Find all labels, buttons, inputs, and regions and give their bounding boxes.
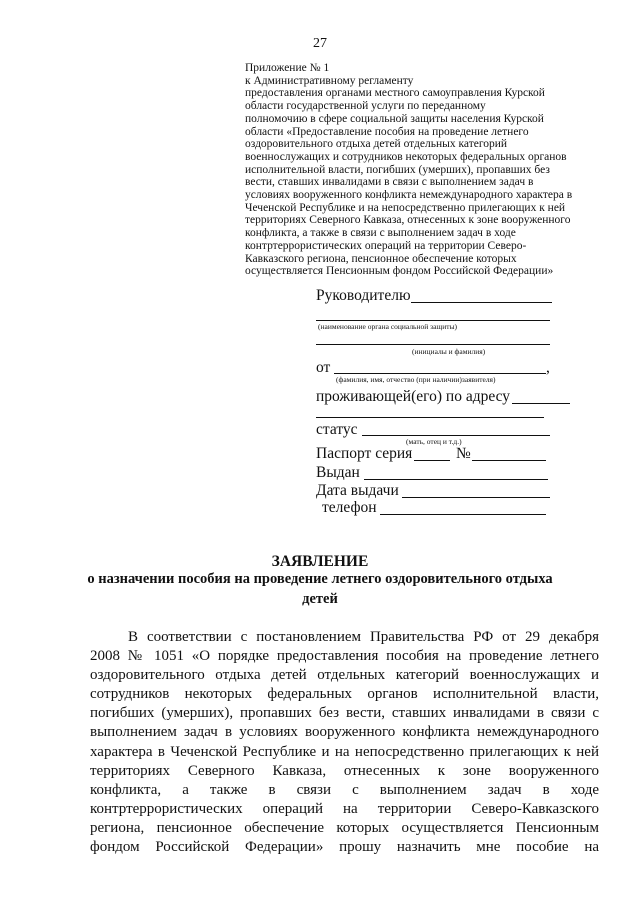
status-hint: (мать, отец и т.д.) xyxy=(406,437,462,446)
status-label: статус xyxy=(316,421,358,438)
body-line: погибших (умерших), пропавших без вести, ставших инвалидами в связи с xyxy=(90,705,599,722)
issued-field[interactable] xyxy=(364,479,548,480)
appendix-line: области государственной услуги по переданному xyxy=(245,100,486,113)
appendix-line: осуществляется Пенсионным фондом Российской Федерации» xyxy=(245,265,554,278)
head-name-field[interactable] xyxy=(411,302,552,303)
appendix-line: Чеченской Республике и на непосредственно прилегающих к ней xyxy=(245,201,566,214)
appendix-line: военнослужащих и сотрудников некоторых федеральных органов xyxy=(245,150,567,163)
residing-label: проживающей(его) по адресу xyxy=(316,388,511,405)
body-line: выполнением задач в условиях вооруженного конфликта немеждународного xyxy=(90,724,599,741)
phone-label: телефон xyxy=(322,499,377,516)
appendix-line: Кавказского региона, пенсионное обеспечение которых xyxy=(245,252,517,265)
address-field[interactable] xyxy=(512,403,570,404)
body-line: В соответствии с постановлением Правительства РФ от 29 декабря xyxy=(128,629,599,645)
appendix-line: предоставления органами местного самоуправления Курской xyxy=(245,87,545,100)
comma: , xyxy=(546,359,550,376)
body-line: фондом Российской Федерации» прошу назначить мне пособие на xyxy=(90,839,599,856)
issue-date-field[interactable] xyxy=(402,497,550,498)
appendix-line: Приложение № 1 xyxy=(245,62,330,74)
body-line: сотрудников некоторых федеральных органов исполнительной власти, xyxy=(90,686,599,703)
appendix-line: условиях вооруженного конфликта немеждународного характера в xyxy=(245,189,573,202)
body-line: конфликта, а также в связи с выполнением задач в ходе xyxy=(90,781,599,798)
appendix-line: конфликта, а также в связи с выполнением задач в ходе xyxy=(245,227,516,240)
from-label: от xyxy=(316,359,331,376)
body-line: контртеррористических операций на территории Северо-Кавказского xyxy=(90,800,599,817)
document-subtitle-line2: детей xyxy=(302,591,338,607)
appendix-line: вести, ставших инвалидами в связи с выполнением задач в xyxy=(245,176,534,189)
issued-label: Выдан xyxy=(316,464,360,481)
document-subtitle-line1: о назначении пособия на проведение летнего оздоровительного отдыха xyxy=(87,571,553,587)
applicant-name-field[interactable] xyxy=(334,373,546,374)
appendix-line: исполнительной власти, погибших (умерших), пропавших без xyxy=(245,163,550,176)
appendix-line: оздоровительного отдыха детей отдельных категорий xyxy=(245,138,508,151)
issue-date-label: Дата выдачи xyxy=(316,482,399,499)
appendix-line: к Административному регламенту xyxy=(245,74,414,87)
body-line: характера в Чеченской Республике и на непосредственно прилегающих к ней xyxy=(90,743,599,760)
body-line: оздоровительного отдыха детей отдельных категорий военнослужащих и xyxy=(90,667,599,684)
passport-series-field[interactable] xyxy=(414,460,450,461)
appendix-line: области «Предоставление пособия на проведение летнего xyxy=(245,125,529,138)
body-line: 2008 № 1051 «О порядке предоставления пособия на проведение летнего xyxy=(90,648,599,665)
initials-hint: (инициалы и фамилия) xyxy=(412,347,486,356)
body-line: региона, пенсионное обеспечение которых осуществляется Пенсионным xyxy=(90,819,599,836)
appendix-line: территориях Северного Кавказа, отнесенных к зоне вооруженного xyxy=(245,214,571,227)
address-field-2[interactable] xyxy=(316,417,544,418)
org-name-hint: (наименование органа социальной защиты) xyxy=(318,322,458,331)
applicant-name-hint: (фамилия, имя, отчество (при наличии)заявителя) xyxy=(336,375,496,384)
appendix-reference xyxy=(245,62,572,278)
passport-number-field[interactable] xyxy=(472,460,546,461)
status-field[interactable] xyxy=(362,435,550,436)
page-number: 27 xyxy=(313,36,327,51)
document-title: ЗАЯВЛЕНИЕ xyxy=(271,553,369,570)
body-paragraph xyxy=(90,628,599,857)
initials-field[interactable] xyxy=(316,344,550,345)
body-line: территориях Северного Кавказа, отнесенных к зоне вооруженного xyxy=(90,762,599,779)
passport-series-label: Паспорт серия xyxy=(316,445,413,462)
appendix-line: полномочию в сфере социальной защиты населения Курской xyxy=(245,112,544,125)
passport-number-label: № xyxy=(456,445,471,462)
phone-field[interactable] xyxy=(380,514,546,515)
to-head-label: Руководителю xyxy=(316,287,411,304)
org-name-field[interactable] xyxy=(316,320,550,321)
appendix-line: контртеррористических операций на территории Северо- xyxy=(245,239,527,252)
